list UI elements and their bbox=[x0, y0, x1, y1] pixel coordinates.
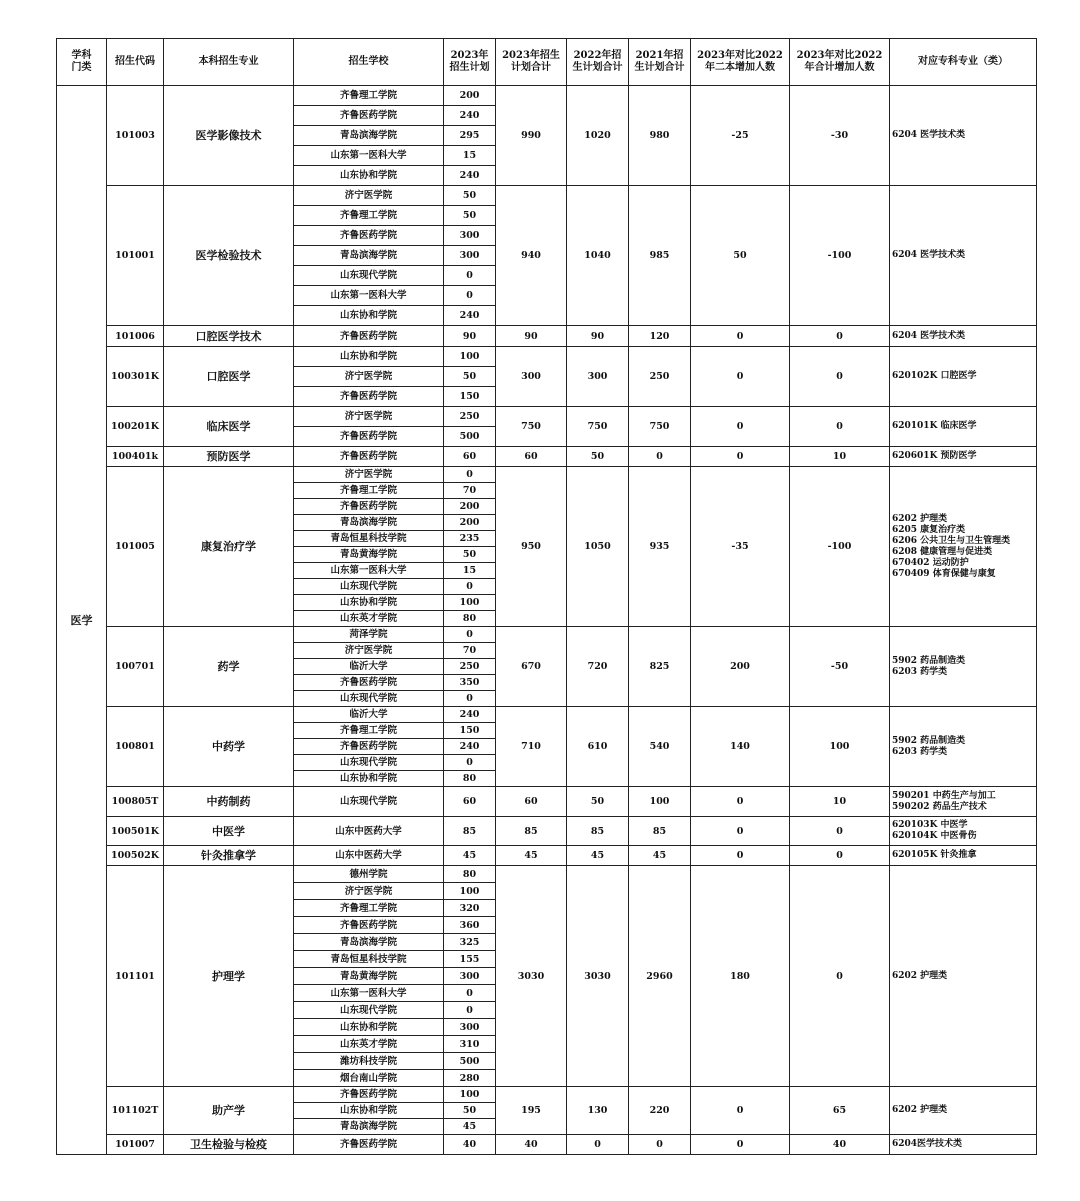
school-cell: 济宁医学院 bbox=[294, 367, 444, 387]
school-cell: 青岛黄海学院 bbox=[294, 547, 444, 563]
school-cell: 山东第一医科大学 bbox=[294, 146, 444, 166]
total-2021-cell: 100 bbox=[629, 787, 691, 817]
total-2021-cell: 85 bbox=[629, 817, 691, 846]
school-cell: 山东协和学院 bbox=[294, 347, 444, 367]
total-2023-cell: 90 bbox=[496, 326, 567, 347]
total-2022-cell: 1020 bbox=[567, 86, 629, 186]
major-cell: 中药学 bbox=[164, 707, 294, 787]
table-row bbox=[57, 347, 1037, 367]
school-cell: 山东中医药大学 bbox=[294, 817, 444, 846]
school-cell: 菏泽学院 bbox=[294, 627, 444, 643]
inc-second-cell: 200 bbox=[691, 627, 790, 707]
inc-second-cell: 0 bbox=[691, 347, 790, 407]
header-inc-total: 2023年对比2022年合计增加人数 bbox=[790, 39, 890, 86]
school-cell: 青岛滨海学院 bbox=[294, 246, 444, 266]
plan-cell: 80 bbox=[444, 771, 496, 787]
school-cell: 齐鲁医药学院 bbox=[294, 917, 444, 934]
plan-cell: 70 bbox=[444, 483, 496, 499]
school-cell: 齐鲁理工学院 bbox=[294, 723, 444, 739]
major-cell: 口腔医学技术 bbox=[164, 326, 294, 347]
code-cell: 101102T bbox=[107, 1087, 164, 1135]
inc-second-cell: 0 bbox=[691, 326, 790, 347]
related-cell: 6204 医学技术类 bbox=[890, 326, 1037, 347]
inc-total-cell: 40 bbox=[790, 1135, 890, 1155]
related-cell: 620105K 针灸推拿 bbox=[890, 846, 1037, 866]
related-cell: 6204 医学技术类 bbox=[890, 86, 1037, 186]
school-cell: 青岛滨海学院 bbox=[294, 1119, 444, 1135]
header-total-2021: 2021年招生计划合计 bbox=[629, 39, 691, 86]
header-total-2023: 2023年招生计划合计 bbox=[496, 39, 567, 86]
school-cell: 齐鲁医药学院 bbox=[294, 499, 444, 515]
header-inc-second: 2023年对比2022年二本增加人数 bbox=[691, 39, 790, 86]
plan-cell: 240 bbox=[444, 306, 496, 326]
total-2023-cell: 670 bbox=[496, 627, 567, 707]
total-2021-cell: 825 bbox=[629, 627, 691, 707]
inc-total-cell: -50 bbox=[790, 627, 890, 707]
school-cell: 齐鲁医药学院 bbox=[294, 739, 444, 755]
table-row bbox=[57, 817, 1037, 846]
school-cell: 齐鲁医药学院 bbox=[294, 1135, 444, 1155]
school-cell: 齐鲁理工学院 bbox=[294, 86, 444, 106]
school-cell: 齐鲁医药学院 bbox=[294, 106, 444, 126]
table-row bbox=[57, 627, 1037, 643]
related-cell: 620103K 中医学 620104K 中医骨伤 bbox=[890, 817, 1037, 846]
plan-cell: 200 bbox=[444, 515, 496, 531]
total-2022-cell: 85 bbox=[567, 817, 629, 846]
school-cell: 山东现代学院 bbox=[294, 691, 444, 707]
plan-cell: 85 bbox=[444, 817, 496, 846]
school-cell: 济宁医学院 bbox=[294, 883, 444, 900]
school-cell: 青岛黄海学院 bbox=[294, 968, 444, 985]
inc-second-cell: 0 bbox=[691, 817, 790, 846]
plan-cell: 45 bbox=[444, 846, 496, 866]
code-cell: 100701 bbox=[107, 627, 164, 707]
related-cell: 6202 护理类 6205 康复治疗类 6206 公共卫生与卫生管理类 6208 健康管理与促进类 670402 运动防护 670409 体育保健与康复 bbox=[890, 467, 1037, 627]
plan-cell: 0 bbox=[444, 579, 496, 595]
plan-cell: 0 bbox=[444, 286, 496, 306]
inc-second-cell: 0 bbox=[691, 787, 790, 817]
school-cell: 山东协和学院 bbox=[294, 166, 444, 186]
plan-cell: 250 bbox=[444, 659, 496, 675]
total-2021-cell: 250 bbox=[629, 347, 691, 407]
related-cell: 590201 中药生产与加工 590202 药品生产技术 bbox=[890, 787, 1037, 817]
plan-cell: 0 bbox=[444, 691, 496, 707]
school-cell: 济宁医学院 bbox=[294, 186, 444, 206]
inc-total-cell: -100 bbox=[790, 467, 890, 627]
school-cell: 青岛滨海学院 bbox=[294, 934, 444, 951]
inc-second-cell: 0 bbox=[691, 407, 790, 447]
inc-second-cell: -35 bbox=[691, 467, 790, 627]
plan-cell: 300 bbox=[444, 1019, 496, 1036]
total-2022-cell: 750 bbox=[567, 407, 629, 447]
plan-cell: 0 bbox=[444, 467, 496, 483]
plan-cell: 0 bbox=[444, 985, 496, 1002]
school-cell: 山东现代学院 bbox=[294, 266, 444, 286]
total-2023-cell: 85 bbox=[496, 817, 567, 846]
school-cell: 山东协和学院 bbox=[294, 306, 444, 326]
inc-second-cell: 0 bbox=[691, 1087, 790, 1135]
plan-cell: 295 bbox=[444, 126, 496, 146]
school-cell: 齐鲁理工学院 bbox=[294, 206, 444, 226]
total-2021-cell: 935 bbox=[629, 467, 691, 627]
table-row bbox=[57, 707, 1037, 723]
total-2023-cell: 990 bbox=[496, 86, 567, 186]
header-major: 本科招生专业 bbox=[164, 39, 294, 86]
inc-total-cell: 100 bbox=[790, 707, 890, 787]
plan-cell: 325 bbox=[444, 934, 496, 951]
major-cell: 中药制药 bbox=[164, 787, 294, 817]
plan-cell: 200 bbox=[444, 499, 496, 515]
enrollment-plan-table bbox=[56, 38, 1037, 1155]
total-2023-cell: 300 bbox=[496, 347, 567, 407]
table-row bbox=[57, 846, 1037, 866]
school-cell: 青岛恒星科技学院 bbox=[294, 531, 444, 547]
related-cell: 620102K 口腔医学 bbox=[890, 347, 1037, 407]
table-row bbox=[57, 326, 1037, 347]
total-2021-cell: 540 bbox=[629, 707, 691, 787]
total-2023-cell: 195 bbox=[496, 1087, 567, 1135]
inc-second-cell: 140 bbox=[691, 707, 790, 787]
header-related: 对应专科专业（类） bbox=[890, 39, 1037, 86]
school-cell: 济宁医学院 bbox=[294, 467, 444, 483]
code-cell: 100801 bbox=[107, 707, 164, 787]
plan-cell: 350 bbox=[444, 675, 496, 691]
table-header-row bbox=[57, 39, 1037, 86]
related-cell: 5902 药品制造类 6203 药学类 bbox=[890, 707, 1037, 787]
plan-cell: 70 bbox=[444, 643, 496, 659]
school-cell: 齐鲁医药学院 bbox=[294, 226, 444, 246]
plan-cell: 240 bbox=[444, 739, 496, 755]
total-2022-cell: 130 bbox=[567, 1087, 629, 1135]
major-cell: 针灸推拿学 bbox=[164, 846, 294, 866]
plan-cell: 235 bbox=[444, 531, 496, 547]
major-cell: 中医学 bbox=[164, 817, 294, 846]
total-2021-cell: 985 bbox=[629, 186, 691, 326]
plan-cell: 200 bbox=[444, 86, 496, 106]
related-cell: 620601K 预防医学 bbox=[890, 447, 1037, 467]
plan-cell: 250 bbox=[444, 407, 496, 427]
total-2021-cell: 120 bbox=[629, 326, 691, 347]
related-cell: 620101K 临床医学 bbox=[890, 407, 1037, 447]
header-total-2022: 2022年招生计划合计 bbox=[567, 39, 629, 86]
plan-cell: 280 bbox=[444, 1070, 496, 1087]
plan-cell: 90 bbox=[444, 326, 496, 347]
plan-cell: 310 bbox=[444, 1036, 496, 1053]
school-cell: 齐鲁医药学院 bbox=[294, 1087, 444, 1103]
school-cell: 山东英才学院 bbox=[294, 611, 444, 627]
total-2021-cell: 0 bbox=[629, 1135, 691, 1155]
total-2022-cell: 45 bbox=[567, 846, 629, 866]
major-cell: 临床医学 bbox=[164, 407, 294, 447]
plan-cell: 100 bbox=[444, 883, 496, 900]
total-2022-cell: 610 bbox=[567, 707, 629, 787]
school-cell: 潍坊科技学院 bbox=[294, 1053, 444, 1070]
code-cell: 100301K bbox=[107, 347, 164, 407]
code-cell: 101003 bbox=[107, 86, 164, 186]
code-cell: 100201K bbox=[107, 407, 164, 447]
plan-cell: 240 bbox=[444, 707, 496, 723]
plan-cell: 50 bbox=[444, 206, 496, 226]
inc-total-cell: 0 bbox=[790, 347, 890, 407]
code-cell: 100502K bbox=[107, 846, 164, 866]
total-2023-cell: 750 bbox=[496, 407, 567, 447]
school-cell: 齐鲁理工学院 bbox=[294, 483, 444, 499]
school-cell: 齐鲁医药学院 bbox=[294, 675, 444, 691]
table-row bbox=[57, 866, 1037, 883]
code-cell: 101006 bbox=[107, 326, 164, 347]
school-cell: 山东现代学院 bbox=[294, 1002, 444, 1019]
school-cell: 青岛滨海学院 bbox=[294, 515, 444, 531]
inc-total-cell: -100 bbox=[790, 186, 890, 326]
plan-cell: 80 bbox=[444, 611, 496, 627]
plan-cell: 100 bbox=[444, 1087, 496, 1103]
plan-cell: 155 bbox=[444, 951, 496, 968]
plan-cell: 45 bbox=[444, 1119, 496, 1135]
inc-second-cell: 0 bbox=[691, 447, 790, 467]
school-cell: 齐鲁医药学院 bbox=[294, 387, 444, 407]
plan-cell: 60 bbox=[444, 447, 496, 467]
major-cell: 药学 bbox=[164, 627, 294, 707]
total-2023-cell: 45 bbox=[496, 846, 567, 866]
related-cell: 6204 医学技术类 bbox=[890, 186, 1037, 326]
total-2023-cell: 60 bbox=[496, 447, 567, 467]
total-2022-cell: 720 bbox=[567, 627, 629, 707]
school-cell: 烟台南山学院 bbox=[294, 1070, 444, 1087]
total-2022-cell: 1040 bbox=[567, 186, 629, 326]
total-2021-cell: 0 bbox=[629, 447, 691, 467]
plan-cell: 80 bbox=[444, 866, 496, 883]
related-cell: 6204医学技术类 bbox=[890, 1135, 1037, 1155]
school-cell: 山东现代学院 bbox=[294, 755, 444, 771]
total-2023-cell: 710 bbox=[496, 707, 567, 787]
inc-total-cell: 0 bbox=[790, 846, 890, 866]
plan-cell: 320 bbox=[444, 900, 496, 917]
plan-cell: 500 bbox=[444, 427, 496, 447]
inc-total-cell: 65 bbox=[790, 1087, 890, 1135]
code-cell: 101007 bbox=[107, 1135, 164, 1155]
total-2023-cell: 40 bbox=[496, 1135, 567, 1155]
total-2021-cell: 220 bbox=[629, 1087, 691, 1135]
table-body bbox=[57, 86, 1037, 1155]
table-row bbox=[57, 1087, 1037, 1103]
plan-cell: 300 bbox=[444, 968, 496, 985]
table-row bbox=[57, 467, 1037, 483]
related-cell: 6202 护理类 bbox=[890, 866, 1037, 1087]
school-cell: 山东中医药大学 bbox=[294, 846, 444, 866]
inc-second-cell: 180 bbox=[691, 866, 790, 1087]
plan-cell: 15 bbox=[444, 146, 496, 166]
major-cell: 医学检验技术 bbox=[164, 186, 294, 326]
school-cell: 齐鲁医药学院 bbox=[294, 447, 444, 467]
total-2022-cell: 50 bbox=[567, 787, 629, 817]
code-cell: 100501K bbox=[107, 817, 164, 846]
plan-cell: 50 bbox=[444, 547, 496, 563]
major-cell: 护理学 bbox=[164, 866, 294, 1087]
code-cell: 101005 bbox=[107, 467, 164, 627]
total-2021-cell: 45 bbox=[629, 846, 691, 866]
inc-total-cell: -30 bbox=[790, 86, 890, 186]
table-row bbox=[57, 787, 1037, 817]
category-cell: 医学 bbox=[57, 86, 107, 1155]
total-2022-cell: 90 bbox=[567, 326, 629, 347]
inc-total-cell: 10 bbox=[790, 787, 890, 817]
plan-cell: 0 bbox=[444, 1002, 496, 1019]
plan-cell: 300 bbox=[444, 226, 496, 246]
total-2021-cell: 750 bbox=[629, 407, 691, 447]
total-2022-cell: 1050 bbox=[567, 467, 629, 627]
table-row bbox=[57, 86, 1037, 106]
school-cell: 青岛滨海学院 bbox=[294, 126, 444, 146]
major-cell: 口腔医学 bbox=[164, 347, 294, 407]
total-2023-cell: 60 bbox=[496, 787, 567, 817]
school-cell: 齐鲁理工学院 bbox=[294, 900, 444, 917]
plan-cell: 500 bbox=[444, 1053, 496, 1070]
header-category: 学科门类 bbox=[57, 39, 107, 86]
plan-cell: 150 bbox=[444, 387, 496, 407]
related-cell: 6202 护理类 bbox=[890, 1087, 1037, 1135]
plan-cell: 0 bbox=[444, 627, 496, 643]
total-2022-cell: 50 bbox=[567, 447, 629, 467]
school-cell: 山东协和学院 bbox=[294, 771, 444, 787]
school-cell: 齐鲁医药学院 bbox=[294, 427, 444, 447]
plan-cell: 50 bbox=[444, 1103, 496, 1119]
plan-cell: 100 bbox=[444, 347, 496, 367]
total-2022-cell: 3030 bbox=[567, 866, 629, 1087]
total-2021-cell: 2960 bbox=[629, 866, 691, 1087]
header-code: 招生代码 bbox=[107, 39, 164, 86]
code-cell: 100401k bbox=[107, 447, 164, 467]
inc-second-cell: 50 bbox=[691, 186, 790, 326]
school-cell: 山东第一医科大学 bbox=[294, 286, 444, 306]
major-cell: 卫生检验与检疫 bbox=[164, 1135, 294, 1155]
major-cell: 康复治疗学 bbox=[164, 467, 294, 627]
school-cell: 山东协和学院 bbox=[294, 1103, 444, 1119]
major-cell: 医学影像技术 bbox=[164, 86, 294, 186]
school-cell: 济宁医学院 bbox=[294, 407, 444, 427]
school-cell: 齐鲁医药学院 bbox=[294, 326, 444, 347]
school-cell: 山东现代学院 bbox=[294, 579, 444, 595]
plan-cell: 240 bbox=[444, 106, 496, 126]
related-cell: 5902 药品制造类 6203 药学类 bbox=[890, 627, 1037, 707]
inc-total-cell: 0 bbox=[790, 866, 890, 1087]
plan-cell: 360 bbox=[444, 917, 496, 934]
total-2022-cell: 300 bbox=[567, 347, 629, 407]
major-cell: 预防医学 bbox=[164, 447, 294, 467]
plan-cell: 50 bbox=[444, 367, 496, 387]
school-cell: 济宁医学院 bbox=[294, 643, 444, 659]
table-row bbox=[57, 407, 1037, 427]
inc-second-cell: 0 bbox=[691, 1135, 790, 1155]
plan-cell: 15 bbox=[444, 563, 496, 579]
school-cell: 山东现代学院 bbox=[294, 787, 444, 817]
major-cell: 助产学 bbox=[164, 1087, 294, 1135]
school-cell: 山东协和学院 bbox=[294, 595, 444, 611]
inc-total-cell: 0 bbox=[790, 407, 890, 447]
school-cell: 山东英才学院 bbox=[294, 1036, 444, 1053]
table-row bbox=[57, 186, 1037, 206]
school-cell: 山东第一医科大学 bbox=[294, 563, 444, 579]
code-cell: 101101 bbox=[107, 866, 164, 1087]
plan-cell: 300 bbox=[444, 246, 496, 266]
plan-cell: 0 bbox=[444, 755, 496, 771]
total-2022-cell: 0 bbox=[567, 1135, 629, 1155]
school-cell: 临沂大学 bbox=[294, 707, 444, 723]
code-cell: 100805T bbox=[107, 787, 164, 817]
plan-cell: 60 bbox=[444, 787, 496, 817]
plan-cell: 0 bbox=[444, 266, 496, 286]
school-cell: 临沂大学 bbox=[294, 659, 444, 675]
total-2023-cell: 3030 bbox=[496, 866, 567, 1087]
enrollment-table-container bbox=[56, 38, 1037, 1155]
header-plan-2023: 2023年招生计划 bbox=[444, 39, 496, 86]
inc-second-cell: -25 bbox=[691, 86, 790, 186]
plan-cell: 40 bbox=[444, 1135, 496, 1155]
school-cell: 青岛恒星科技学院 bbox=[294, 951, 444, 968]
plan-cell: 50 bbox=[444, 186, 496, 206]
total-2023-cell: 950 bbox=[496, 467, 567, 627]
school-cell: 德州学院 bbox=[294, 866, 444, 883]
inc-total-cell: 10 bbox=[790, 447, 890, 467]
header-school: 招生学校 bbox=[294, 39, 444, 86]
inc-total-cell: 0 bbox=[790, 817, 890, 846]
plan-cell: 150 bbox=[444, 723, 496, 739]
school-cell: 山东协和学院 bbox=[294, 1019, 444, 1036]
plan-cell: 100 bbox=[444, 595, 496, 611]
table-row bbox=[57, 447, 1037, 467]
code-cell: 101001 bbox=[107, 186, 164, 326]
total-2021-cell: 980 bbox=[629, 86, 691, 186]
total-2023-cell: 940 bbox=[496, 186, 567, 326]
inc-second-cell: 0 bbox=[691, 846, 790, 866]
inc-total-cell: 0 bbox=[790, 326, 890, 347]
table-row bbox=[57, 1135, 1037, 1155]
plan-cell: 240 bbox=[444, 166, 496, 186]
school-cell: 山东第一医科大学 bbox=[294, 985, 444, 1002]
